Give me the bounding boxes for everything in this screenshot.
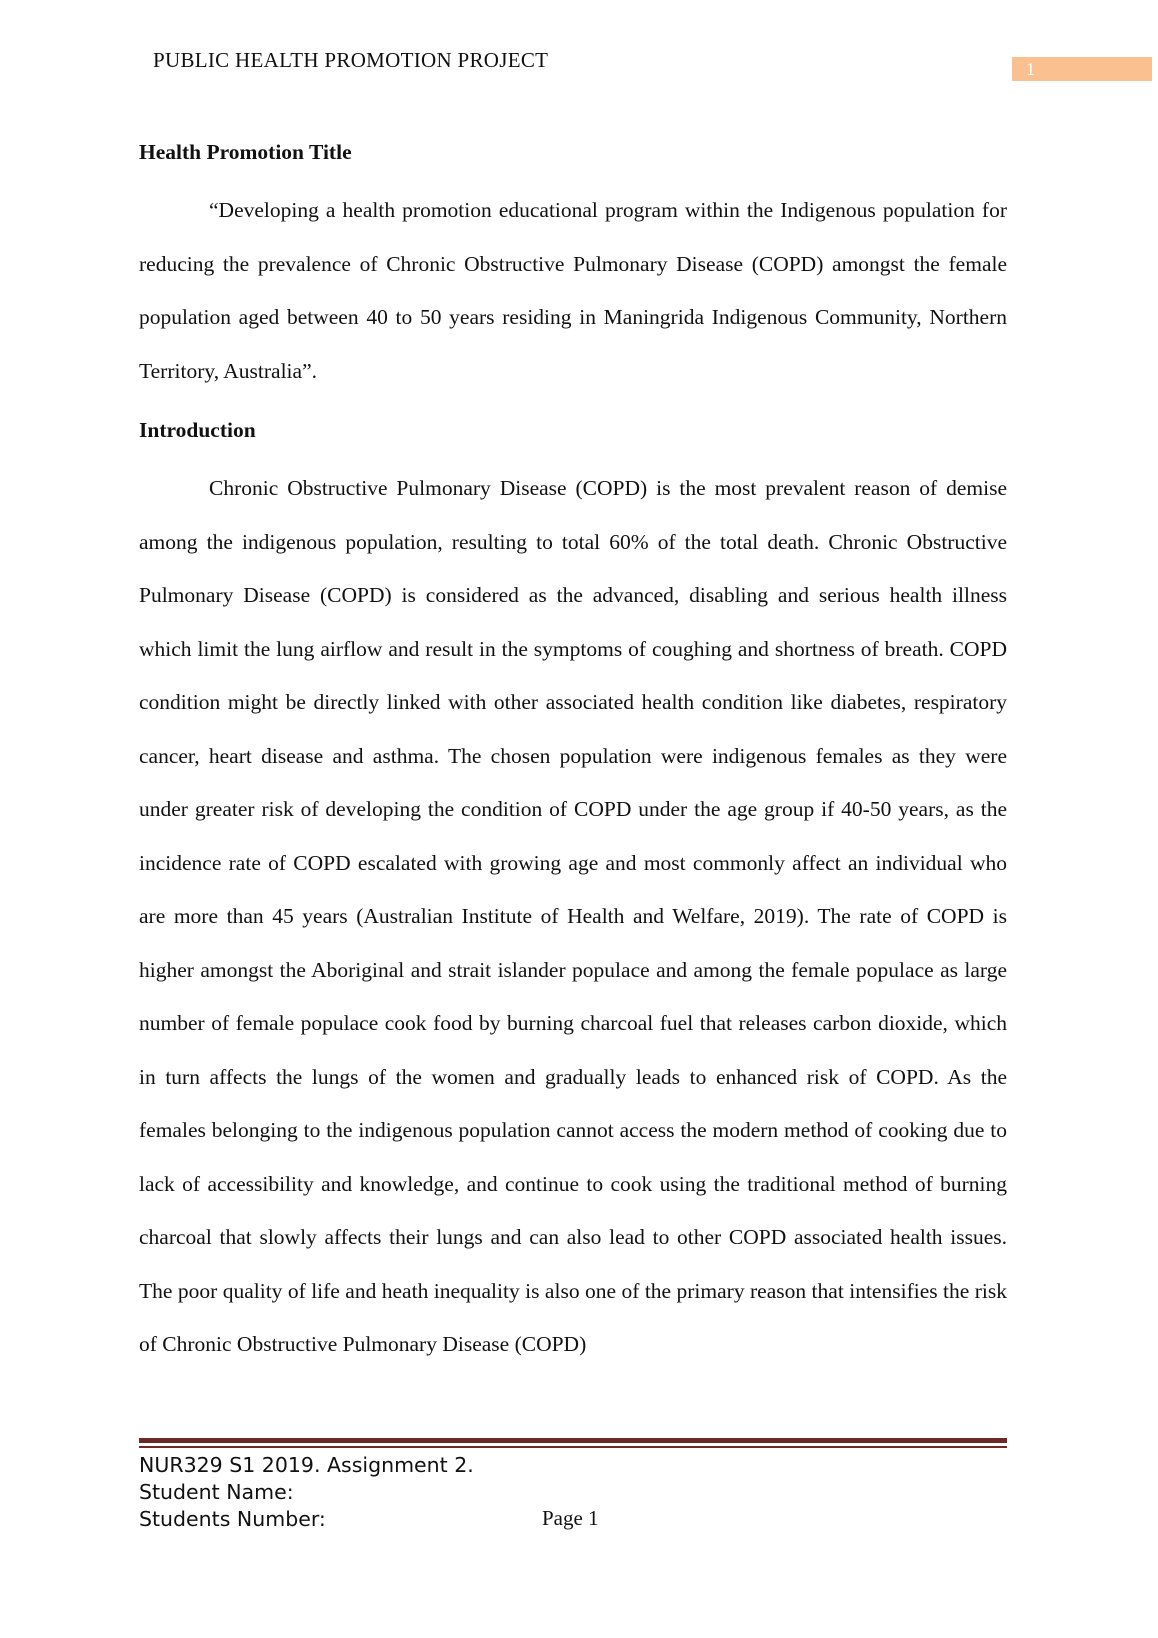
footer-rule-thick bbox=[139, 1438, 1007, 1443]
section-heading-title: Health Promotion Title bbox=[139, 140, 352, 164]
running-head-title: PUBLIC HEALTH PROMOTION PROJECT bbox=[153, 48, 549, 72]
footer-student-name: Student Name: bbox=[139, 1480, 294, 1504]
page-number-badge: 1 bbox=[1012, 57, 1152, 81]
footer-course-line: NUR329 S1 2019. Assignment 2. bbox=[139, 1453, 474, 1477]
footer-student-number: Students Number: bbox=[139, 1507, 326, 1531]
section-heading-introduction: Introduction bbox=[139, 418, 256, 442]
footer-rule-thin bbox=[139, 1446, 1007, 1448]
introduction-paragraph: Chronic Obstructive Pulmonary Disease (COPD) is the most prevalent reason of demise among the indigenous population, resulting to total 60% of the total death. Chronic Obstructive Pulmonary Disease (COPD) is considered as the advanced, disabling and serious health illness which limit the lung airflow and result in the symptoms of coughing and shortness of breath. COPD condition might be directly linked with other associated health condition like diabetes, respiratory cancer, heart disease and asthma. The chosen population were indigenous females as they were under greater risk of developing the condition of COPD under the age group if 40-50 years, as the incidence rate of COPD escalated with growing age and most commonly affect an individual who are more than 45 years (Australian Institute of Health and Welfare, 2019). The rate of COPD is higher amongst the Aboriginal and strait islander populace and among the female populace as large number of female populace cook food by burning charcoal fuel that releases carbon dioxide, which in turn affects the lungs of the women and gradually leads to enhanced risk of COPD. As the females belonging to the indigenous population cannot access the modern method of cooking due to lack of accessibility and knowledge, and continue to cook using the traditional method of burning charcoal that slowly affects their lungs and can also lead to other COPD associated health issues. The poor quality of life and heath inequality is also one of the primary reason that intensifies the risk of Chronic Obstructive Pulmonary Disease (COPD) bbox=[139, 476, 1007, 1356]
footer-page-number: Page 1 bbox=[542, 1506, 599, 1530]
footer bbox=[139, 1452, 474, 1533]
title-paragraph: “Developing a health promotion educational program within the Indigenous population for reducing the prevalence of Chronic Obstructive Pulmonary Disease (COPD) amongst the female population aged between 40 to 50 years residing in Maningrida Indigenous Community, Northern Territory, Australia”. bbox=[139, 198, 1007, 383]
document-body bbox=[139, 132, 1007, 1384]
